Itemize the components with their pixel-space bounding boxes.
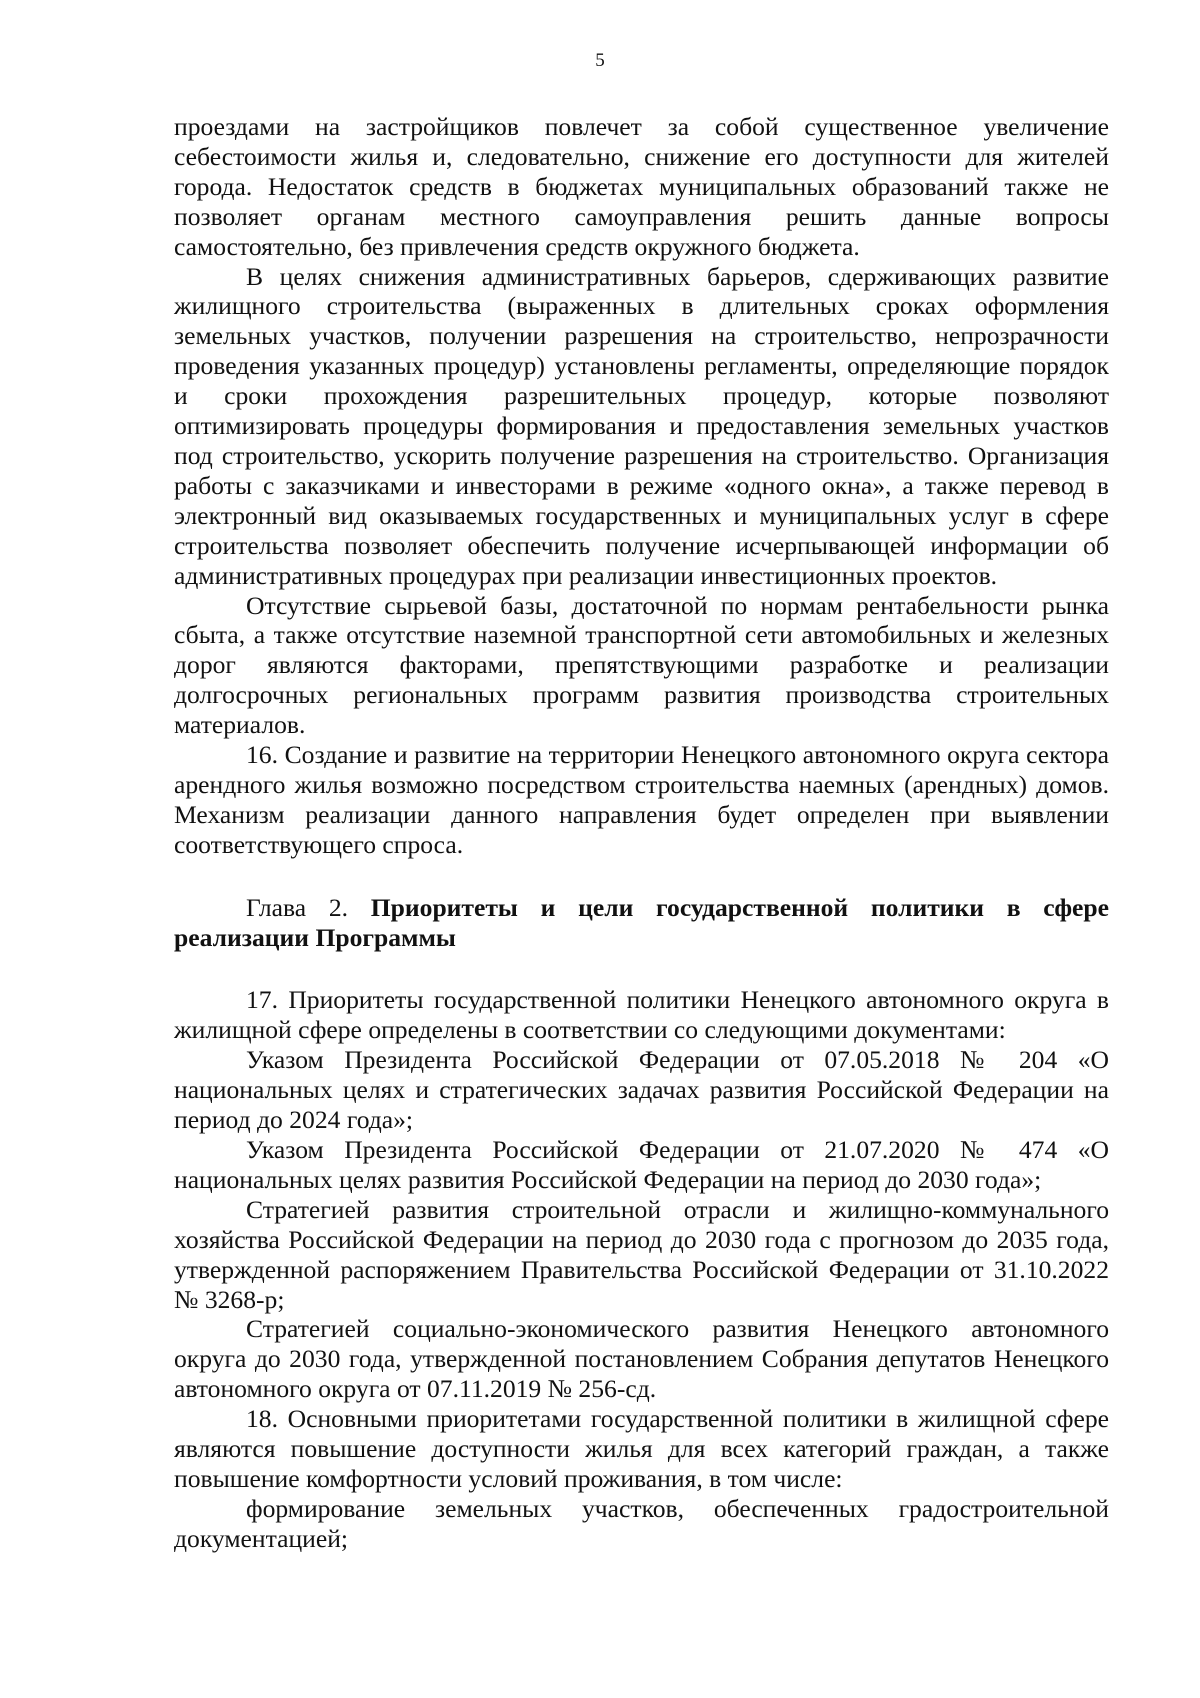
paragraph: формирование земельных участков, обеспеченных градостроительной документацией; [174, 1493, 1109, 1553]
paragraph: Стратегией социально-экономического развития Ненецкого автономного округа до 2030 года, утвержденной постановлением Собрания депутатов Ненецкого автономного округа от 07.11.2019 № 256-сд. [174, 1314, 1109, 1404]
chapter-heading [174, 893, 1109, 953]
paragraph: проездами на застройщиков повлечет за собой существенное увеличение себестоимости жилья и, следовательно, снижение его доступности для жителей города. Недостаток средств в бюджетах муниципальных образований также не позволяет органам местного самоуправления решить данные вопросы самостоятельно, без привлечения средств окружного бюджета. [174, 112, 1109, 261]
paragraph: Указом Президента Российской Федерации от 07.05.2018 № 204 «О национальных целях и стратегических задачах развития Российской Федерации на период до 2024 года»; [174, 1045, 1109, 1135]
chapter-prefix: Глава 2. [246, 892, 371, 922]
paragraph: Отсутствие сырьевой базы, достаточной по нормам рентабельности рынка сбыта, а также отсутствие наземной транспортной сети автомобильных и железных дорог являются факторами, препятствующими разработке и реализации долгосрочных региональных программ развития производства строительных материалов. [174, 590, 1109, 740]
page-number: 5 [595, 50, 605, 71]
paragraph: 17. Приоритеты государственной политики Ненецкого автономного округа в жилищной сфере определены в соответствии со следующими документами: [174, 985, 1109, 1045]
document-body [174, 112, 1109, 1554]
chapter-title: Приоритеты и цели государственной политики в сфере реализации Программы [174, 892, 1109, 952]
paragraph: 18. Основными приоритетами государственной политики в жилищной сфере являются повышение доступности жилья для всех категорий граждан, а также повышение комфортности условий проживания, в том числе: [174, 1404, 1109, 1493]
paragraph: 16. Создание и развитие на территории Ненецкого автономного округа сектора арендного жилья возможно посредством строительства наемных (арендных) домов. Механизм реализации данного направления будет определен при выявлении соответствующего спроса. [174, 740, 1109, 859]
paragraph: Указом Президента Российской Федерации от 21.07.2020 № 474 «О национальных целях развития Российской Федерации на период до 2030 года»; [174, 1135, 1109, 1194]
paragraph: В целях снижения административных барьеров, сдерживающих развитие жилищного строительства (выраженных в длительных сроках оформления земельных участков, получении разрешения на строительство, непрозрачности проведения указанных процедур) установлены регламенты, определяющие порядок и сроки прохождения разрешительных процедур, которые позволяют оптимизировать процедуры формирования и предоставления земельных участков под строительство, ускорить получение разрешения на строительство. Организация работы с заказчиками и инвесторами в режиме «одного окна», а также перевод в электронный вид оказываемых государственных и муниципальных услуг в сфере строительства позволяет обеспечить получение исчерпывающей информации об административных процедурах при реализации инвестиционных проектов. [174, 261, 1109, 590]
paragraph: Стратегией развития строительной отрасли и жилищно-коммунального хозяйства Российской Федерации на период до 2030 года с прогнозом до 2035 года, утвержденной распоряжением Правительства Российской Федерации от 31.10.2022 № 3268-р; [174, 1194, 1109, 1314]
